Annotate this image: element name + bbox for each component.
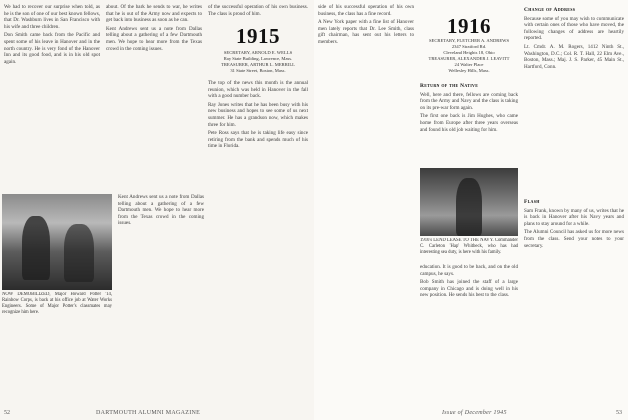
class-officers [420, 38, 518, 74]
column-f [420, 264, 518, 402]
column-g [524, 4, 624, 194]
issue-footer: Issue of December 1945 [442, 410, 507, 416]
officer-line: SECRETARY, FLETCHER A. ANDREWS [428, 38, 510, 43]
paragraph: side of his successful operation of his own business, the class has a fine record. [318, 4, 414, 17]
page-number: 53 [616, 410, 622, 416]
column-b-lower [118, 194, 204, 402]
page-number: 52 [4, 410, 10, 416]
paragraph: Bob Smith has joined the staff of a large company in Chicago and is doing well in his new position. He sends his best to the class. [420, 279, 518, 299]
paragraph: Sam Frank, known by many of us, writes that he is back in Hanover after his Navy years and plans to stay around for a while. [524, 207, 624, 227]
class-year-heading: 1915 [236, 24, 280, 48]
paragraph: We had to recover our surprise when told, as he is the son of one of our best known fellows, that Dr. Washburn lives in San Francisco with his wife and three children. [4, 4, 100, 30]
class-year-heading: 1916 [447, 14, 491, 38]
column-c [208, 80, 308, 402]
section-heading: Change of Address [524, 7, 576, 13]
officer-line: Cleveland Heights 18, Ohio [443, 50, 495, 55]
paragraph: education. It is good to be back, and on the old campus, he says. [420, 264, 518, 277]
officer-line: 31 State Street, Boston, Mass. [230, 68, 286, 73]
person-silhouette [64, 224, 94, 282]
paragraph: The first one back is Jim Hughes, who came home from Europe after three years overseas and found his old job waiting for him. [420, 113, 518, 133]
magazine-footer: DARTMOUTH ALUMNI MAGAZINE [96, 410, 201, 416]
officer-line: TREASURER, ALEXANDER J. LEAVITT [428, 56, 510, 61]
paragraph: Lt. Cmdr. A. M. Rogers, 1412 Ninth St., Washington, D.C.; Col. R. T. Hall, 22 Elm Ave., Boston, Mass.; Maj. J. S. Parker, 45 Main St., Hartford, Conn. [524, 43, 624, 70]
column-b [106, 4, 202, 190]
section-heading: Flash [524, 199, 540, 205]
paragraph: A New York paper with a fine list of Hanover men lately reports that Dr. Lee Smith, class gift chairman, has sent out his letters to members. [318, 19, 414, 45]
officer-line: TREASURER, ARTHUR L. MERRILL [221, 62, 295, 67]
paragraph: Kent Andrews sent us a note from Dallas telling about a gathering of a few Dartmouth men. We hope to hear more from the Texas crowd in the coming issues. [118, 194, 204, 227]
column-a [4, 4, 100, 190]
paragraph: Pete Ross says that he is taking life easy since retiring from the bank and spends much of his time in Florida. [208, 130, 308, 150]
paragraph: Kent Andrews sent us a note from Dallas telling about a gathering of a few Dartmouth men. We hope to hear more from the Texas crowd in the coming issues. [106, 25, 202, 52]
officer-line: 24 Walter Place [454, 62, 484, 67]
column-e [420, 80, 518, 164]
photo-caption: 1916's LEND LEASE TO THE NAVY. Commander C. Carleton 'Hap' Whitbeck, who has had interesting sea duty, is here with his family. [420, 238, 518, 255]
officer-line: SECRETARY, ARNOLD E. WELLS [223, 50, 293, 55]
class-officers [208, 50, 308, 74]
column-d [318, 4, 414, 402]
person-silhouette [22, 216, 50, 280]
navy-photo [420, 168, 518, 236]
paragraph: Because some of you may wish to communicate with certain ones of those who have moved, the following changes of address are heartily reported. [524, 15, 624, 42]
paragraph: Don Smith came back from the Pacific and spent some of his leave in Hanover and in the north country. He is very fond of the Hanover Inn and its good food, and is in his old spot again. [4, 32, 100, 65]
officer-line: 2347 Stratford Rd. [451, 44, 487, 49]
paragraph: The top of the news this month is the annual reunion, which was held in Hanover in the fall with a good number back. [208, 80, 308, 100]
paragraph: Ray Jones writes that he has been busy with his new business and hopes to see some of us next summer. He has a grandson now, which makes three for him. [208, 101, 308, 128]
officer-line: Ray State Building, Lawrence, Mass. [223, 56, 293, 61]
column-c-intro [208, 4, 308, 22]
paragraph: The Alumni Council has asked us for more news from the class. Send your notes to your secretary. [524, 229, 624, 249]
photo-caption: NOW DEMOBILIZED, Major Howard Potter '14, Rainbow Corps, is back at his office job at Water Works Engineers. Some of Major Potter's classmates may recognize him here. [2, 292, 112, 315]
person-silhouette [456, 178, 482, 236]
paragraph: about. Of the bark he sends to war, he writes that he is out of the Army now and expects to get back into business as soon as he can. [106, 4, 202, 24]
officer-line: Wellesley Hills, Mass. [448, 68, 490, 73]
paragraph: Well, here and there, fellows are coming back from the Army and Navy and the class is taking on its pre-war form again. [420, 91, 518, 111]
paragraph: of the successful operation of his own business. The class is proud of him. [208, 4, 308, 17]
class-photo [2, 194, 112, 290]
section-heading: Return of the Native [420, 83, 479, 89]
column-h [524, 196, 624, 402]
right-page [314, 0, 628, 420]
